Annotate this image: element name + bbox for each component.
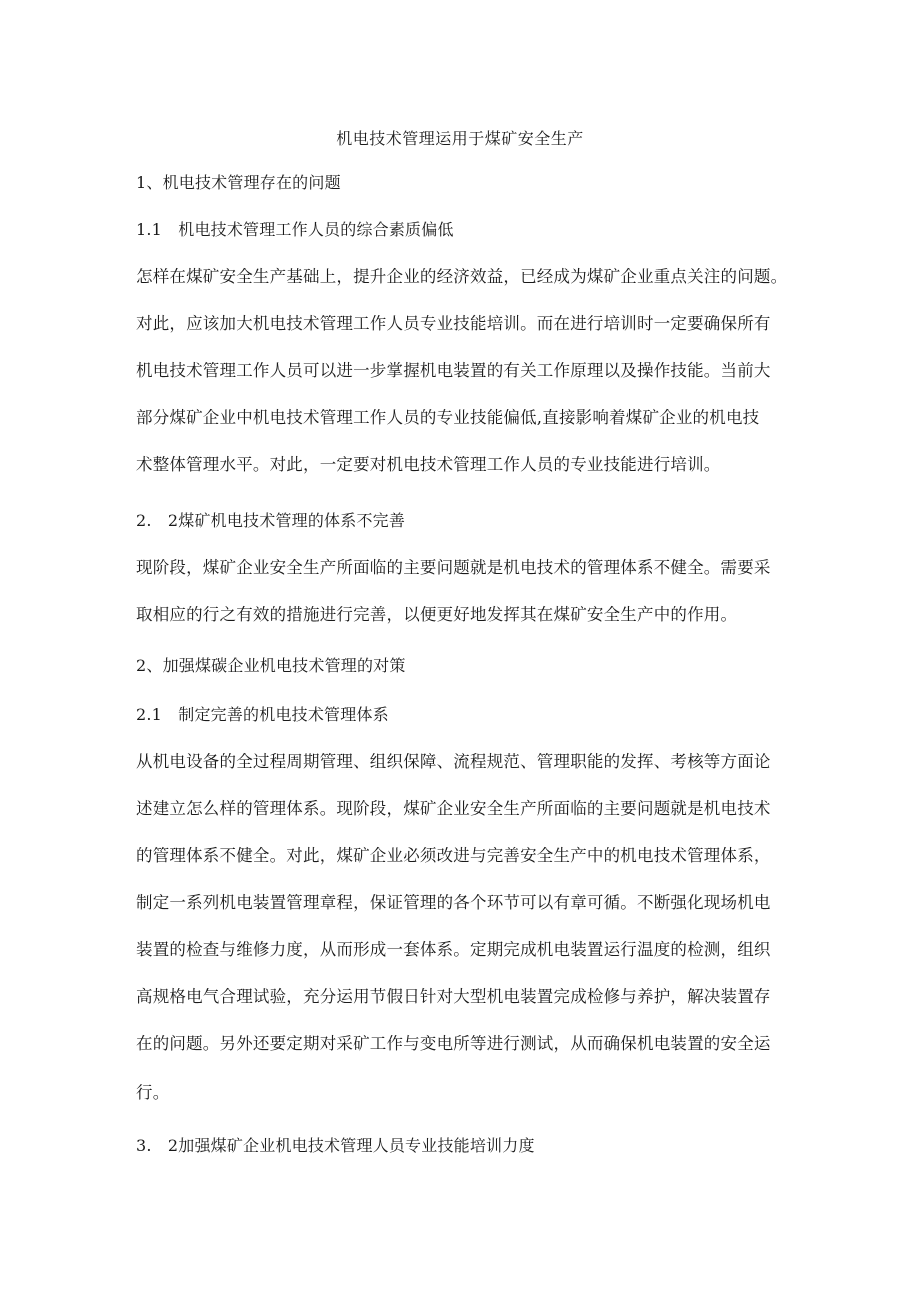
subsection-heading-1-1: 1.1 机电技术管理工作人员的综合素质偏低 <box>136 220 454 239</box>
paragraph-line: 取相应的行之有效的措施进行完善，以便更好地发挥其在煤矿安全生产中的作用。 <box>136 605 738 624</box>
paragraph-line: 制定一系列机电装置管理章程，保证管理的各个环节可以有章可循。不断强化现场机电 <box>136 893 771 912</box>
paragraph-line: 怎样在煤矿安全生产基础上，提升企业的经济效益，已经成为煤矿企业重点关注的问题。 <box>136 267 788 286</box>
paragraph-line: 机电技术管理工作人员可以进一步掌握机电装置的有关工作原理以及操作技能。当前大 <box>136 361 771 380</box>
paragraph-line: 对此，应该加大机电技术管理工作人员专业技能培训。而在进行培训时一定要确保所有 <box>136 314 771 333</box>
section-heading-1: 1、机电技术管理存在的问题 <box>136 173 341 192</box>
paragraph-line: 在的问题。另外还要定期对采矿工作与变电所等进行测试，从而确保机电装置的安全运 <box>136 1034 771 1053</box>
section-heading-2: 2、加强煤碳企业机电技术管理的对策 <box>136 656 406 675</box>
paragraph-line: 从机电设备的全过程周期管理、组织保障、流程规范、管理职能的发挥、考核等方面论 <box>136 752 771 771</box>
paragraph-line: 装置的检查与维修力度，从而形成一套体系。定期完成机电装置运行温度的检测，组织 <box>136 940 771 959</box>
paragraph-line: 述建立怎么样的管理体系。现阶段，煤矿企业安全生产所面临的主要问题就是机电技术 <box>136 799 771 818</box>
paragraph-line: 行。 <box>136 1083 170 1102</box>
paragraph-line: 高规格电气合理试验，充分运用节假日针对大型机电装置完成检修与养护，解决装置存 <box>136 987 771 1006</box>
subsection-heading-2-1: 2.1 制定完善的机电技术管理体系 <box>136 705 389 724</box>
subsection-heading-3-2: 3. 2加强煤矿企业机电技术管理人员专业技能培训力度 <box>136 1136 535 1155</box>
paragraph-line: 现阶段，煤矿企业安全生产所面临的主要问题就是机电技术的管理体系不健全。需要采 <box>136 558 771 577</box>
subsection-heading-2-2: 2. 2煤矿机电技术管理的体系不完善 <box>136 511 406 530</box>
paragraph-line: 术整体管理水平。对此，一定要对机电技术管理工作人员的专业技能进行培训。 <box>136 455 721 474</box>
paragraph-line: 部分煤矿企业中机电技术管理工作人员的专业技能偏低,直接影响着煤矿企业的机电技 <box>136 408 760 427</box>
document-title: 机电技术管理运用于煤矿安全生产 <box>336 129 584 148</box>
paragraph-line: 的管理体系不健全。对此，煤矿企业必须改进与完善安全生产中的机电技术管理体系， <box>136 846 771 865</box>
